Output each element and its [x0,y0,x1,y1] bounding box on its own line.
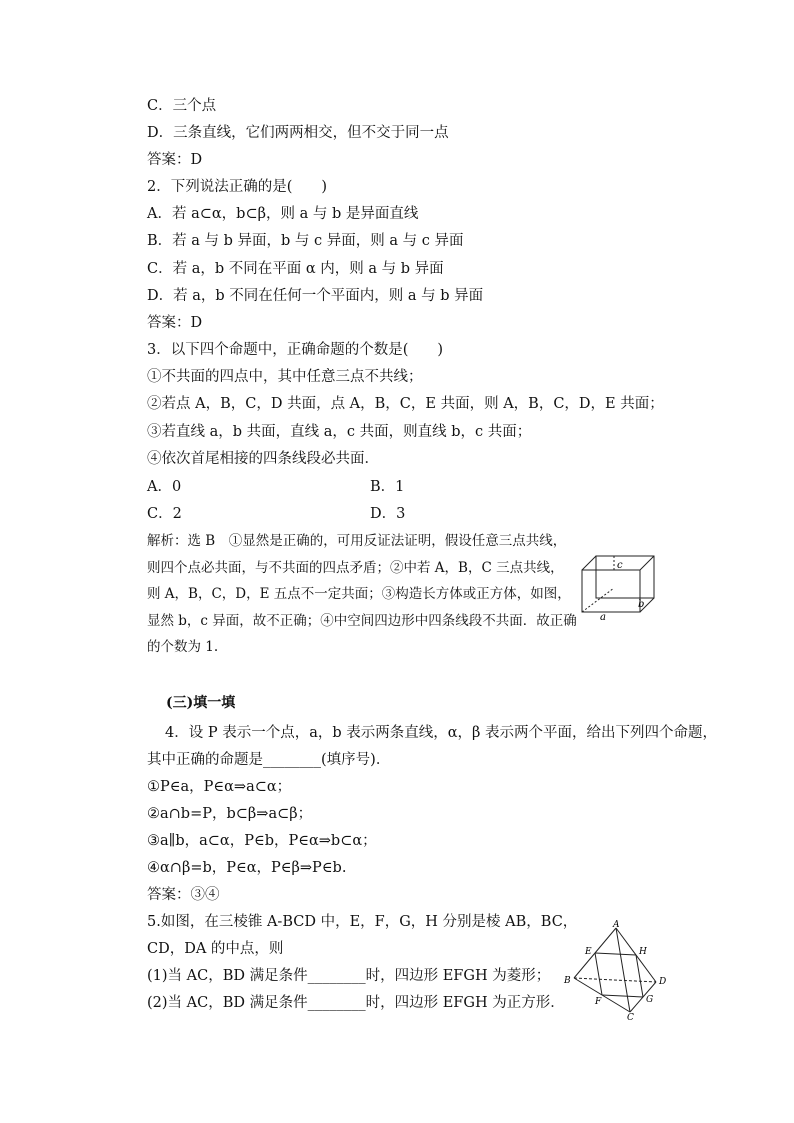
q4-proposition-1: ①P∈a，P∈α⇒a⊂α； [147,779,292,795]
q5-sub-question-2: (2)当 AC，BD 满足条件________时，四边形 EFGH 为正方形． [147,995,565,1011]
q5-stem-line1: 5.如图，在三棱锥 A-BCD 中，E，F，G，H 分别是棱 AB，BC， [147,914,578,930]
q2-option-d: D．若 a，b 不同在任何一个平面内，则 a 与 b 异面 [147,288,484,304]
q3-proposition-4: ④依次首尾相接的四条线段必共面． [147,451,379,467]
label-H: H [639,947,647,957]
q4-stem-line2: 其中正确的命题是________(填序号)． [147,752,391,768]
label-B: B [564,976,571,986]
q3-proposition-2: ②若点 A，B，C，D 共面，点 A，B，C，E 共面，则 A，B，C，D，E 共面； [147,396,664,412]
q4-proposition-3: ③a∥b，a⊂α，P∈b，P∈α⇒b⊂α； [147,833,377,849]
label-F: F [595,997,602,1007]
label-a: a [600,612,606,622]
q5-stem-line2: CD，DA 的中点，则 [147,941,284,957]
q1-option-c: C．三个点 [147,98,217,114]
q2-answer: 答案：D [147,315,203,331]
q1-answer: 答案：D [147,152,203,168]
q2-option-c: C．若 a，b 不同在平面 α 内，则 a 与 b 异面 [147,261,444,277]
q2-option-a: A．若 a⊂α，b⊂β，则 a 与 b 是异面直线 [147,206,419,222]
q4-answer: 答案：③④ [147,887,220,903]
label-C: C [627,1013,634,1020]
section-title: (三)填一填 [166,695,236,711]
q3-stem: 3．以下四个命题中，正确命题的个数是( ) [147,342,444,358]
label-c: c [617,560,623,571]
q3-option-a: A．0 [147,479,182,495]
q3-option-d: D．3 [370,506,406,522]
q2-stem: 2．下列说法正确的是( ) [147,179,328,195]
q4-stem-line1: 4．设 P 表示一个点，a，b 表示两条直线，α，β 表示两个平面，给出下列四个命题， [165,725,718,741]
cuboid-front-face [582,570,640,612]
q3-option-c: C．2 [147,506,182,522]
label-E: E [585,947,592,957]
q4-proposition-4: ④α∩β=b，P∈α，P∈β⇒P∈b. [147,860,347,876]
label-b: b [638,599,645,610]
cuboid-back-face [596,556,654,598]
label-A: A [613,920,620,930]
q3-explanation: 解析：选 B ①显然是正确的，可用反证法证明，假设任意三点共线，则四个点必共面，与不共面的四点矛盾；②中若 A，B，C 三点共线，则 A，B，C，D，E 五点不一定共面；③构造长方体或正方体，如图，显然 b，c 异面，故不正确；④中空间四边形中四条线段不共面．故正确的个数为 1. [147,533,577,655]
q3-proposition-3: ③若直线 a，b 共面，直线 a，c 共面，则直线 b，c 共面； [147,424,532,440]
cuboid-edge-a [582,588,614,612]
q2-option-b: B．若 a 与 b 异面，b 与 c 异面，则 a 与 c 异面 [147,233,464,249]
q4-proposition-2: ②a∩b=P，b⊂β⇒a⊂β； [147,806,313,822]
q3-proposition-1: ①不共面的四点中，其中任意三点不共线； [147,369,423,385]
label-D: D [659,977,667,987]
tetrahedron-figure [560,920,678,1020]
cuboid-figure [574,548,664,622]
q5-sub-question-1: (1)当 AC，BD 满足条件________时，四边形 EFGH 为菱形； [147,968,551,984]
q1-option-d: D．三条直线，它们两两相交，但不交于同一点 [147,125,449,141]
label-G: G [646,995,654,1005]
q3-option-b: B．1 [370,479,405,495]
